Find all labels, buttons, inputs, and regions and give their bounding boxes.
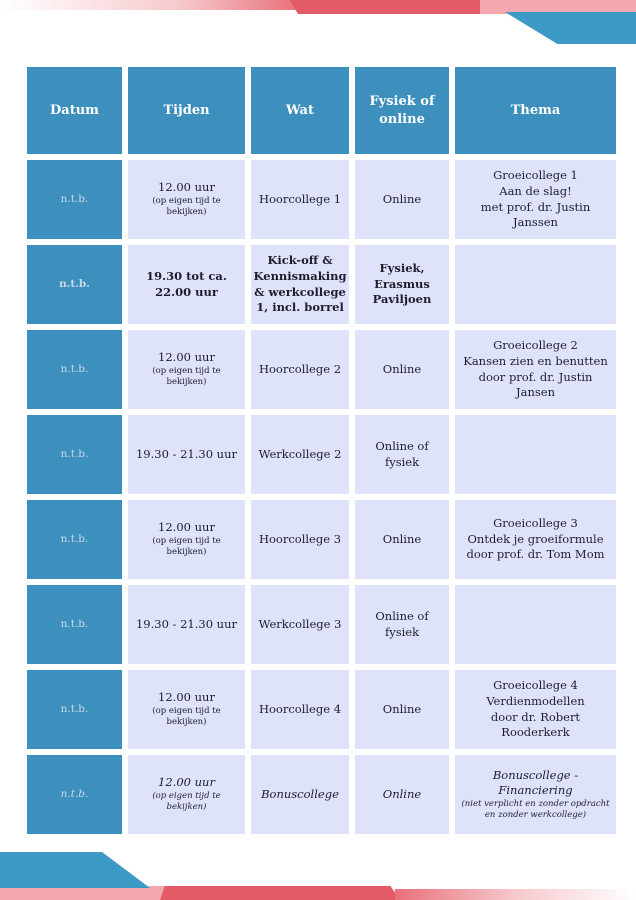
thema-line: Groeicollege 4	[493, 678, 578, 693]
thema-line: Groeicollege 3	[493, 516, 578, 531]
thema-cell	[455, 245, 616, 324]
tijd-text: 12.00 uur	[158, 690, 215, 705]
header-tijden: Tijden	[128, 67, 245, 154]
thema-cell	[455, 670, 616, 749]
wat-cell: Hoorcollege 3	[251, 500, 349, 579]
decor-stripe	[395, 889, 636, 900]
tijd-note: (op eigen tijd te bekijken)	[152, 535, 221, 558]
vorm-cell: Online	[355, 160, 449, 239]
datum-cell: n.t.b.	[27, 245, 122, 324]
header-datum: Datum	[27, 67, 122, 154]
vorm-cell: Fysiek, Erasmus Paviljoen	[355, 245, 449, 324]
vorm-cell: Online	[355, 670, 449, 749]
thema-line: met prof. dr. Justin Janssen	[480, 199, 591, 230]
thema-note: en zonder werkcollege)	[484, 810, 587, 821]
decor-stripe	[480, 0, 636, 14]
tijd-text: 12.00 uur	[158, 775, 215, 790]
thema-line: Groeicollege 2	[493, 338, 578, 353]
thema-cell	[455, 330, 616, 409]
thema-note: (niet verplicht en zonder opdracht	[461, 798, 610, 809]
thema-line: door prof. dr. Justin Jansen	[478, 369, 593, 400]
wat-cell: Hoorcollege 2	[251, 330, 349, 409]
decor-stripe	[290, 0, 490, 14]
thema-line: Groeicollege 1	[493, 168, 578, 183]
thema-line: Verdienmodellen	[486, 693, 585, 708]
wat-cell: Werkcollege 2	[251, 415, 349, 494]
tijd-note: (op eigen tijd te bekijken)	[152, 365, 221, 388]
header-thema: Thema	[455, 67, 616, 154]
wat-cell: Bonuscollege	[251, 755, 349, 834]
datum-cell: n.t.b.	[27, 415, 122, 494]
tijd-cell: 19.30 tot ca. 22.00 uur	[128, 245, 245, 324]
thema-line: Bonuscollege - Financiering	[492, 767, 579, 798]
tijd-text: 12.00 uur	[158, 180, 215, 195]
datum-cell: n.t.b.	[27, 755, 122, 834]
tijd-text: 12.00 uur	[158, 350, 215, 365]
decor-stripe	[160, 886, 400, 900]
datum-cell: n.t.b.	[27, 585, 122, 664]
thema-line: door prof. dr. Tom Mom	[466, 547, 605, 562]
wat-cell: Kick-off & Kennismaking & werkcollege 1, incl. borrel	[251, 245, 349, 324]
tijd-cell	[128, 755, 245, 834]
tijd-note: (op eigen tijd te bekijken)	[152, 705, 221, 728]
header-fysiek-of-online: Fysiek of online	[355, 67, 449, 154]
vorm-cell: Online	[355, 330, 449, 409]
tijd-cell	[128, 670, 245, 749]
datum-cell: n.t.b.	[27, 160, 122, 239]
datum-cell: n.t.b.	[27, 500, 122, 579]
decor-shape	[505, 12, 636, 44]
thema-cell	[455, 500, 616, 579]
schedule-table	[27, 67, 616, 834]
tijd-note: (op eigen tijd te bekijken)	[152, 195, 221, 218]
thema-line: Kansen zien en benutten	[463, 353, 608, 368]
tijd-text: 12.00 uur	[158, 520, 215, 535]
tijd-cell	[128, 160, 245, 239]
tijd-cell: 19.30 - 21.30 uur	[128, 415, 245, 494]
vorm-cell: Online of fysiek	[355, 585, 449, 664]
vorm-cell: Online of fysiek	[355, 415, 449, 494]
wat-cell: Werkcollege 3	[251, 585, 349, 664]
header-wat: Wat	[251, 67, 349, 154]
wat-cell: Hoorcollege 1	[251, 160, 349, 239]
thema-line: Ontdek je groeiformule	[467, 531, 604, 546]
thema-line: Aan de slag!	[499, 183, 572, 198]
tijd-cell: 19.30 - 21.30 uur	[128, 585, 245, 664]
tijd-cell	[128, 500, 245, 579]
thema-line: door dr. Robert Rooderkerk	[490, 709, 581, 740]
thema-cell	[455, 585, 616, 664]
vorm-cell: Online	[355, 755, 449, 834]
tijd-cell	[128, 330, 245, 409]
wat-cell: Hoorcollege 4	[251, 670, 349, 749]
decor-stripe	[0, 0, 300, 10]
thema-cell	[455, 755, 616, 834]
thema-cell	[455, 160, 616, 239]
datum-cell: n.t.b.	[27, 330, 122, 409]
thema-cell	[455, 415, 616, 494]
decor-shape	[0, 852, 150, 888]
datum-cell: n.t.b.	[27, 670, 122, 749]
tijd-note: (op eigen tijd te bekijken)	[152, 790, 221, 813]
vorm-cell: Online	[355, 500, 449, 579]
decor-stripe	[0, 886, 170, 900]
